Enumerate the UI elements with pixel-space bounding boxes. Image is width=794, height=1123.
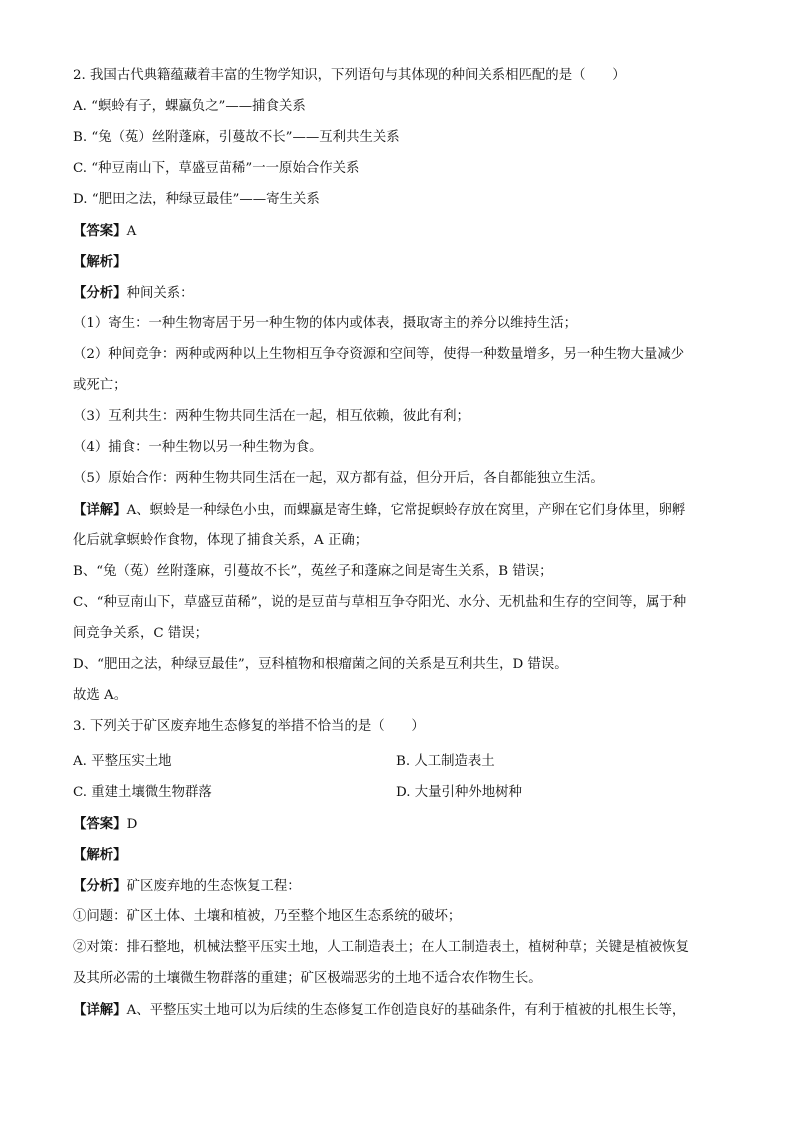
q2-analysis-line: 或死亡； (73, 378, 127, 393)
q3-analysis (73, 876, 730, 897)
q2-detail (73, 500, 730, 521)
answer-tag: 【答案】 (73, 816, 127, 832)
q3-analysis-line: ①问题：矿区土体、土壤和植被，乃至整个地区生态系统的破坏； (73, 909, 462, 924)
q3-stem: 3. 下列关于矿区废弃地生态修复的举措不恰当的是（ ） (73, 719, 425, 734)
q2-option-a: A. “螟蛉有子，蜾蠃负之”——捕食关系 (73, 99, 306, 114)
q2-stem: 2. 我国古代典籍蕴藏着丰富的生物学知识，下列语句与其体现的种间关系相匹配的是（ ） (73, 68, 626, 83)
q2-analysis-line: （2）种间竞争：两种或两种以上生物相互争夺资源和空间等，使得一种数量增多，另一种生物大量减少 (73, 347, 685, 362)
q2-detail-line: B、“兔（菟）丝附蓬麻，引蔓故不长”，菟丝子和蓬麻之间是寄生关系，B 错误； (73, 564, 553, 579)
q2-analysis-line: （3）互利共生：两种生物共同生活在一起，相互依赖，彼此有利； (73, 409, 470, 424)
detail-line: A、螟蛉是一种绿色小虫，而蜾蠃是寄生蜂，它常捉螟蛉存放在窝里，产卵在它们身体里，卵孵 (126, 503, 686, 518)
q3-option-a: A. 平整压实土地 (73, 754, 172, 769)
q2-detail-line: C、“种豆南山下，草盛豆苗稀”，说的是豆苗与草相互争夺阳光、水分、无机盐和生存的空间等，属于种 (73, 595, 687, 610)
q2-detail-line: D、“肥田之法，种绿豆最佳”，豆科植物和根瘤菌之间的关系是互利共生，D 错误。 (73, 657, 568, 672)
q2-detail-line: 化后就拿螟蛉作食物，体现了捕食关系，A 正确； (73, 533, 369, 548)
q2-analysis (73, 283, 730, 304)
q2-jiexi-tag: 【解析】 (73, 254, 127, 270)
q2-analysis-line: （1）寄生：一种生物寄居于另一种生物的体内或体表，摄取寄主的养分以维持生活； (73, 316, 577, 331)
q3-option-b: B. 人工制造表土 (396, 754, 495, 769)
q3-detail (73, 1000, 730, 1021)
q2-detail-line: 间竞争关系，C 错误； (73, 626, 209, 641)
q3-analysis-line: 及其所必需的土壤微生物群落的重建；矿区极端恶劣的土地不适合农作物生长。 (73, 971, 542, 986)
analysis-tag: 【分析】 (73, 878, 127, 894)
q3-option-d: D. 大量引种外地树种 (396, 785, 522, 800)
q2-option-b: B. “兔（菟）丝附蓬麻，引蔓故不长”——互利共生关系 (73, 130, 400, 145)
analysis-title: 种间关系： (126, 286, 194, 301)
analysis-title: 矿区废弃地的生态恢复工程： (126, 879, 301, 894)
q3-jiexi-tag: 【解析】 (73, 847, 127, 863)
answer-tag: 【答案】 (73, 223, 127, 239)
q3-options-row-1 (73, 752, 730, 772)
q2-option-c: C. “种豆南山下，草盛豆苗稀”一一原始合作关系 (73, 161, 360, 176)
q2-detail-line: 故选 A。 (73, 688, 128, 703)
q2-option-d: D. “肥田之法，种绿豆最佳”——寄生关系 (73, 192, 320, 207)
detail-tag: 【详解】 (73, 1002, 127, 1018)
answer-value: D (126, 817, 138, 832)
q3-analysis-line: ②对策：排石整地，机械法整平压实土地，人工制造表土；在人工制造表土，植树种草；关键是植被恢复 (73, 940, 689, 955)
q2-analysis-line: （4）捕食：一种生物以另一种生物为食。 (73, 440, 323, 455)
answer-value: A (126, 224, 137, 239)
q3-option-c: C. 重建土壤微生物群落 (73, 785, 212, 800)
analysis-tag: 【分析】 (73, 285, 127, 301)
q3-options-row-2 (73, 783, 730, 803)
q2-answer (73, 221, 730, 242)
q3-answer (73, 814, 730, 835)
q2-analysis-line: （5）原始合作：两种生物共同生活在一起，双方都有益，但分开后，各自都能独立生活。 (73, 471, 604, 486)
detail-line: A、平整压实土地可以为后续的生态修复工作创造良好的基础条件，有利于植被的扎根生长等， (126, 1003, 686, 1018)
detail-tag: 【详解】 (73, 502, 127, 518)
